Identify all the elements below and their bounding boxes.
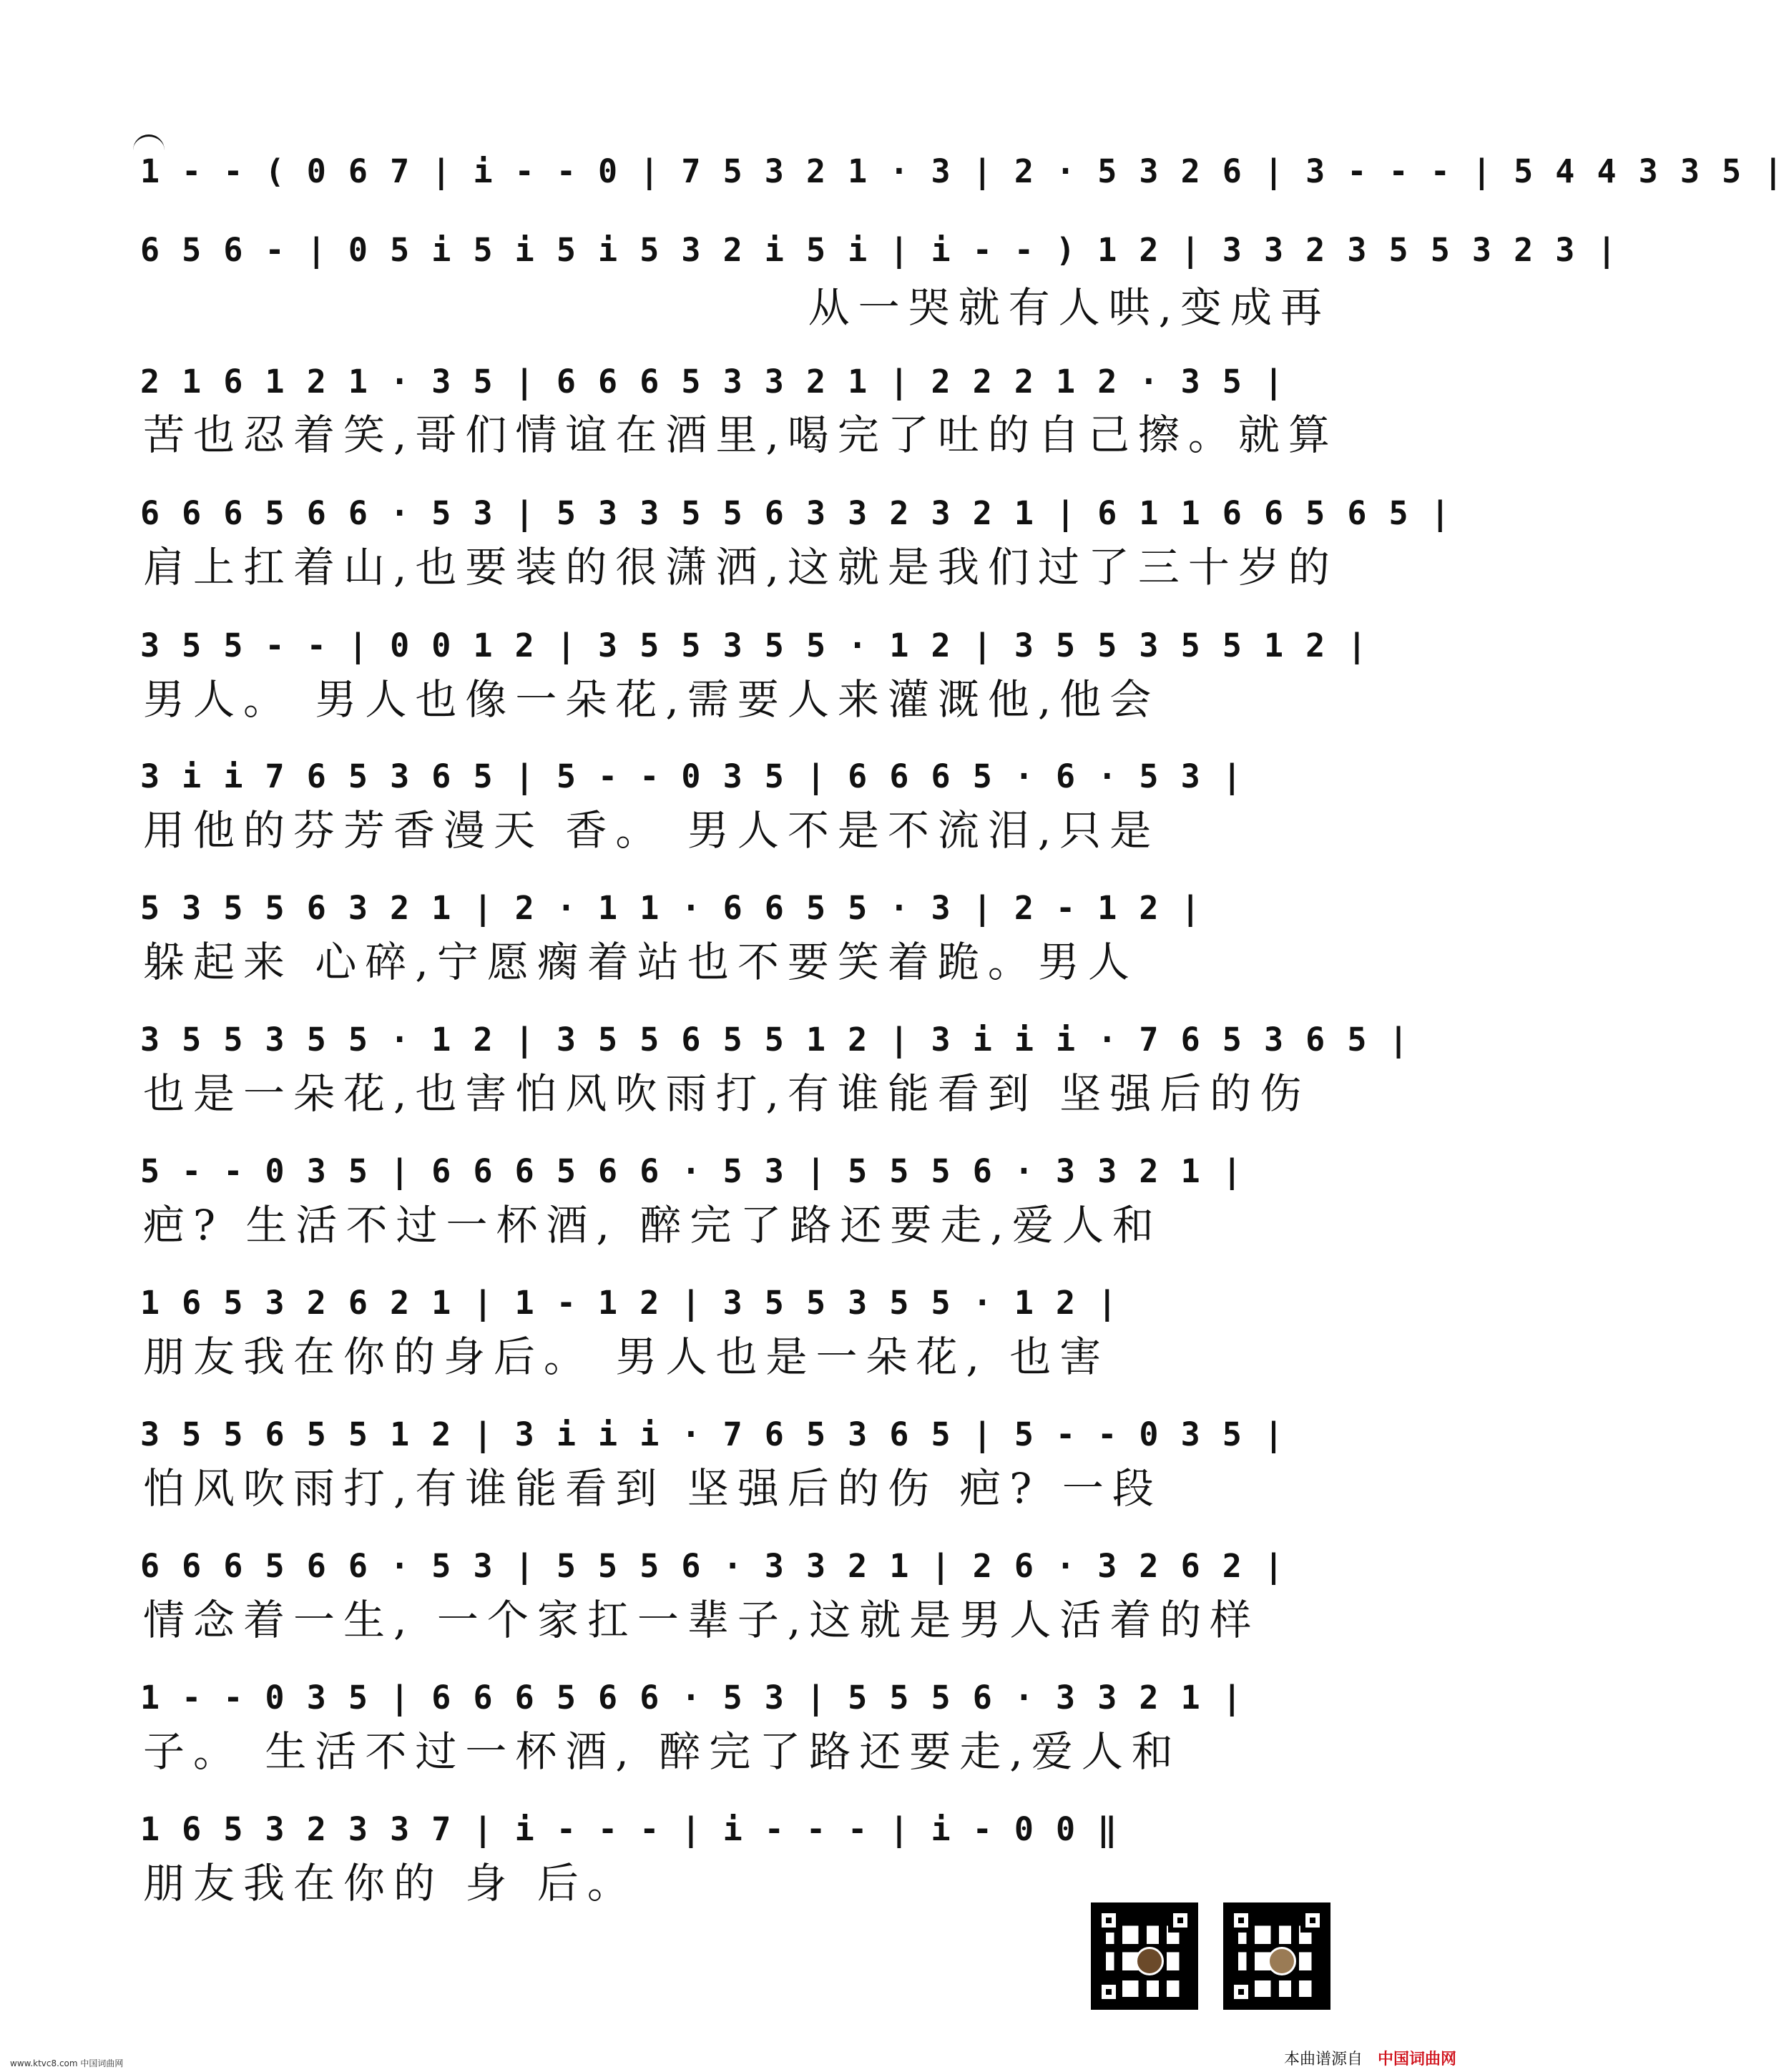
qr-logo-icon [1135,1947,1164,1975]
lyric-line-1: 从一哭就有人哄,变成再 [808,283,1330,332]
lyric-line-4: 男人。 男人也像一朵花,需要人来灌溉他,他会 [143,675,1160,724]
notation-line-4: 6 6 6 5 6 6 · 5 3 | 5 3 3 5 5 6 3 3 2 3 2 1 | 6 1 1 6 6 5 6 5 | [140,494,1451,532]
notation-line-2: 6 5 6 - | 0 5 i 5 i 5 i 5 3 2 i 5 i | i - - ) 1 2 | 3 3 2 3 5 5 3 2 3 | [140,231,1618,269]
notation-line-11: 3 5 5 6 5 5 1 2 | 3 i i i · 7 6 5 3 6 5 | 5 - - 0 3 5 | [140,1415,1285,1453]
lyric-line-13: 朋友我在你的 身 后。 [143,1859,637,1907]
lyric-line-7: 也是一朵花,也害怕风吹雨打,有谁能看到 坚强后的伤 [143,1069,1310,1118]
lyric-line-6: 躲起来 心碎,宁愿瘸着站也不要笑着跪。男人 [143,938,1138,986]
notation-line-12: 6 6 6 5 6 6 · 5 3 | 5 5 5 6 · 3 3 2 1 | 2 6 · 3 2 6 2 | [140,1547,1285,1585]
qr-finder-icon [1229,1908,1253,1933]
qr-finder-icon [1168,1908,1192,1933]
footer-site-text: www.ktvc8.com 中国词曲网 [10,2058,124,2068]
lyric-line-10: 怕风吹雨打,有谁能看到 坚强后的伤 疤? 一段 [143,1464,1162,1513]
notation-line-6: 3 i i 7 6 5 3 6 5 | 5 - - 0 3 5 | 6 6 6 5 · 6 · 5 3 | [140,757,1243,795]
qr-code-icon [1091,1902,1198,2010]
qr-finder-icon [1097,1980,1121,2004]
notation-line-7: 5 3 5 5 6 3 2 1 | 2 · 1 1 · 6 6 5 5 · 3 | 2 - 1 2 | [140,889,1202,927]
notation-line-13: 1 - - 0 3 5 | 6 6 6 5 6 6 · 5 3 | 5 5 5 6 · 3 3 2 1 | [140,1679,1243,1717]
footer-source [1284,2047,1456,2069]
lyric-line-8: 疤? 生活不过一杯酒, 醉完了路还要走,爱人和 [143,1201,1162,1249]
lyric-line-5: 用他的芬芳香漫天 香。 男人不是不流泪,只是 [143,806,1160,855]
lyric-line-2: 苦也忍着笑,哥们情谊在酒里,喝完了吐的自己擦。就算 [143,411,1338,459]
footer-brand[interactable]: 中国词曲网 [1377,2051,1456,2068]
footer-source-label: 本曲谱源自 [1283,2051,1363,2068]
qr-finder-icon [1229,1980,1253,2004]
notation-line-14: 1 6 5 3 2 3 3 7 | i - - - | i - - - | i - 0 0 ‖ [140,1810,1119,1848]
notation-line-5: 3 5 5 - - | 0 0 1 2 | 3 5 5 3 5 5 · 1 2 | 3 5 5 3 5 5 1 2 | [140,627,1368,664]
qr-finder-icon [1300,1908,1325,1933]
lyric-line-12: 子。 生活不过一杯酒, 醉完了路还要走,爱人和 [143,1727,1182,1776]
lyric-line-11: 情念着一生, 一个家扛一辈子,这就是男人活着的样 [143,1596,1260,1644]
notation-line-9: 5 - - 0 3 5 | 6 6 6 5 6 6 · 5 3 | 5 5 5 6 · 3 3 2 1 | [140,1152,1243,1190]
qr-logo-icon [1268,1947,1296,1975]
notation-line-3: 2 1 6 1 2 1 · 3 5 | 6 6 6 5 3 3 2 1 | 2 2 2 1 2 · 3 5 | [140,363,1285,401]
notation-line-8: 3 5 5 3 5 5 · 1 2 | 3 5 5 6 5 5 1 2 | 3 i i i · 7 6 5 3 6 5 | [140,1021,1410,1059]
qr-finder-icon [1097,1908,1121,1933]
lyric-line-3: 肩上扛着山,也要装的很潇洒,这就是我们过了三十岁的 [143,543,1338,591]
lyric-line-9: 朋友我在你的身后。 男人也是一朵花, 也害 [143,1332,1110,1381]
qr-code-icon [1223,1902,1330,2010]
notation-line-10: 1 6 5 3 2 6 2 1 | 1 - 1 2 | 3 5 5 3 5 5 · 1 2 | [140,1284,1119,1322]
notation-line-1: 1 - - ( 0 6 7 | i - - 0 | 7 5 3 2 1 · 3 | 2 · 5 3 2 6 | 3 - - - | 5 4 4 3 3 5 | [140,152,1784,190]
